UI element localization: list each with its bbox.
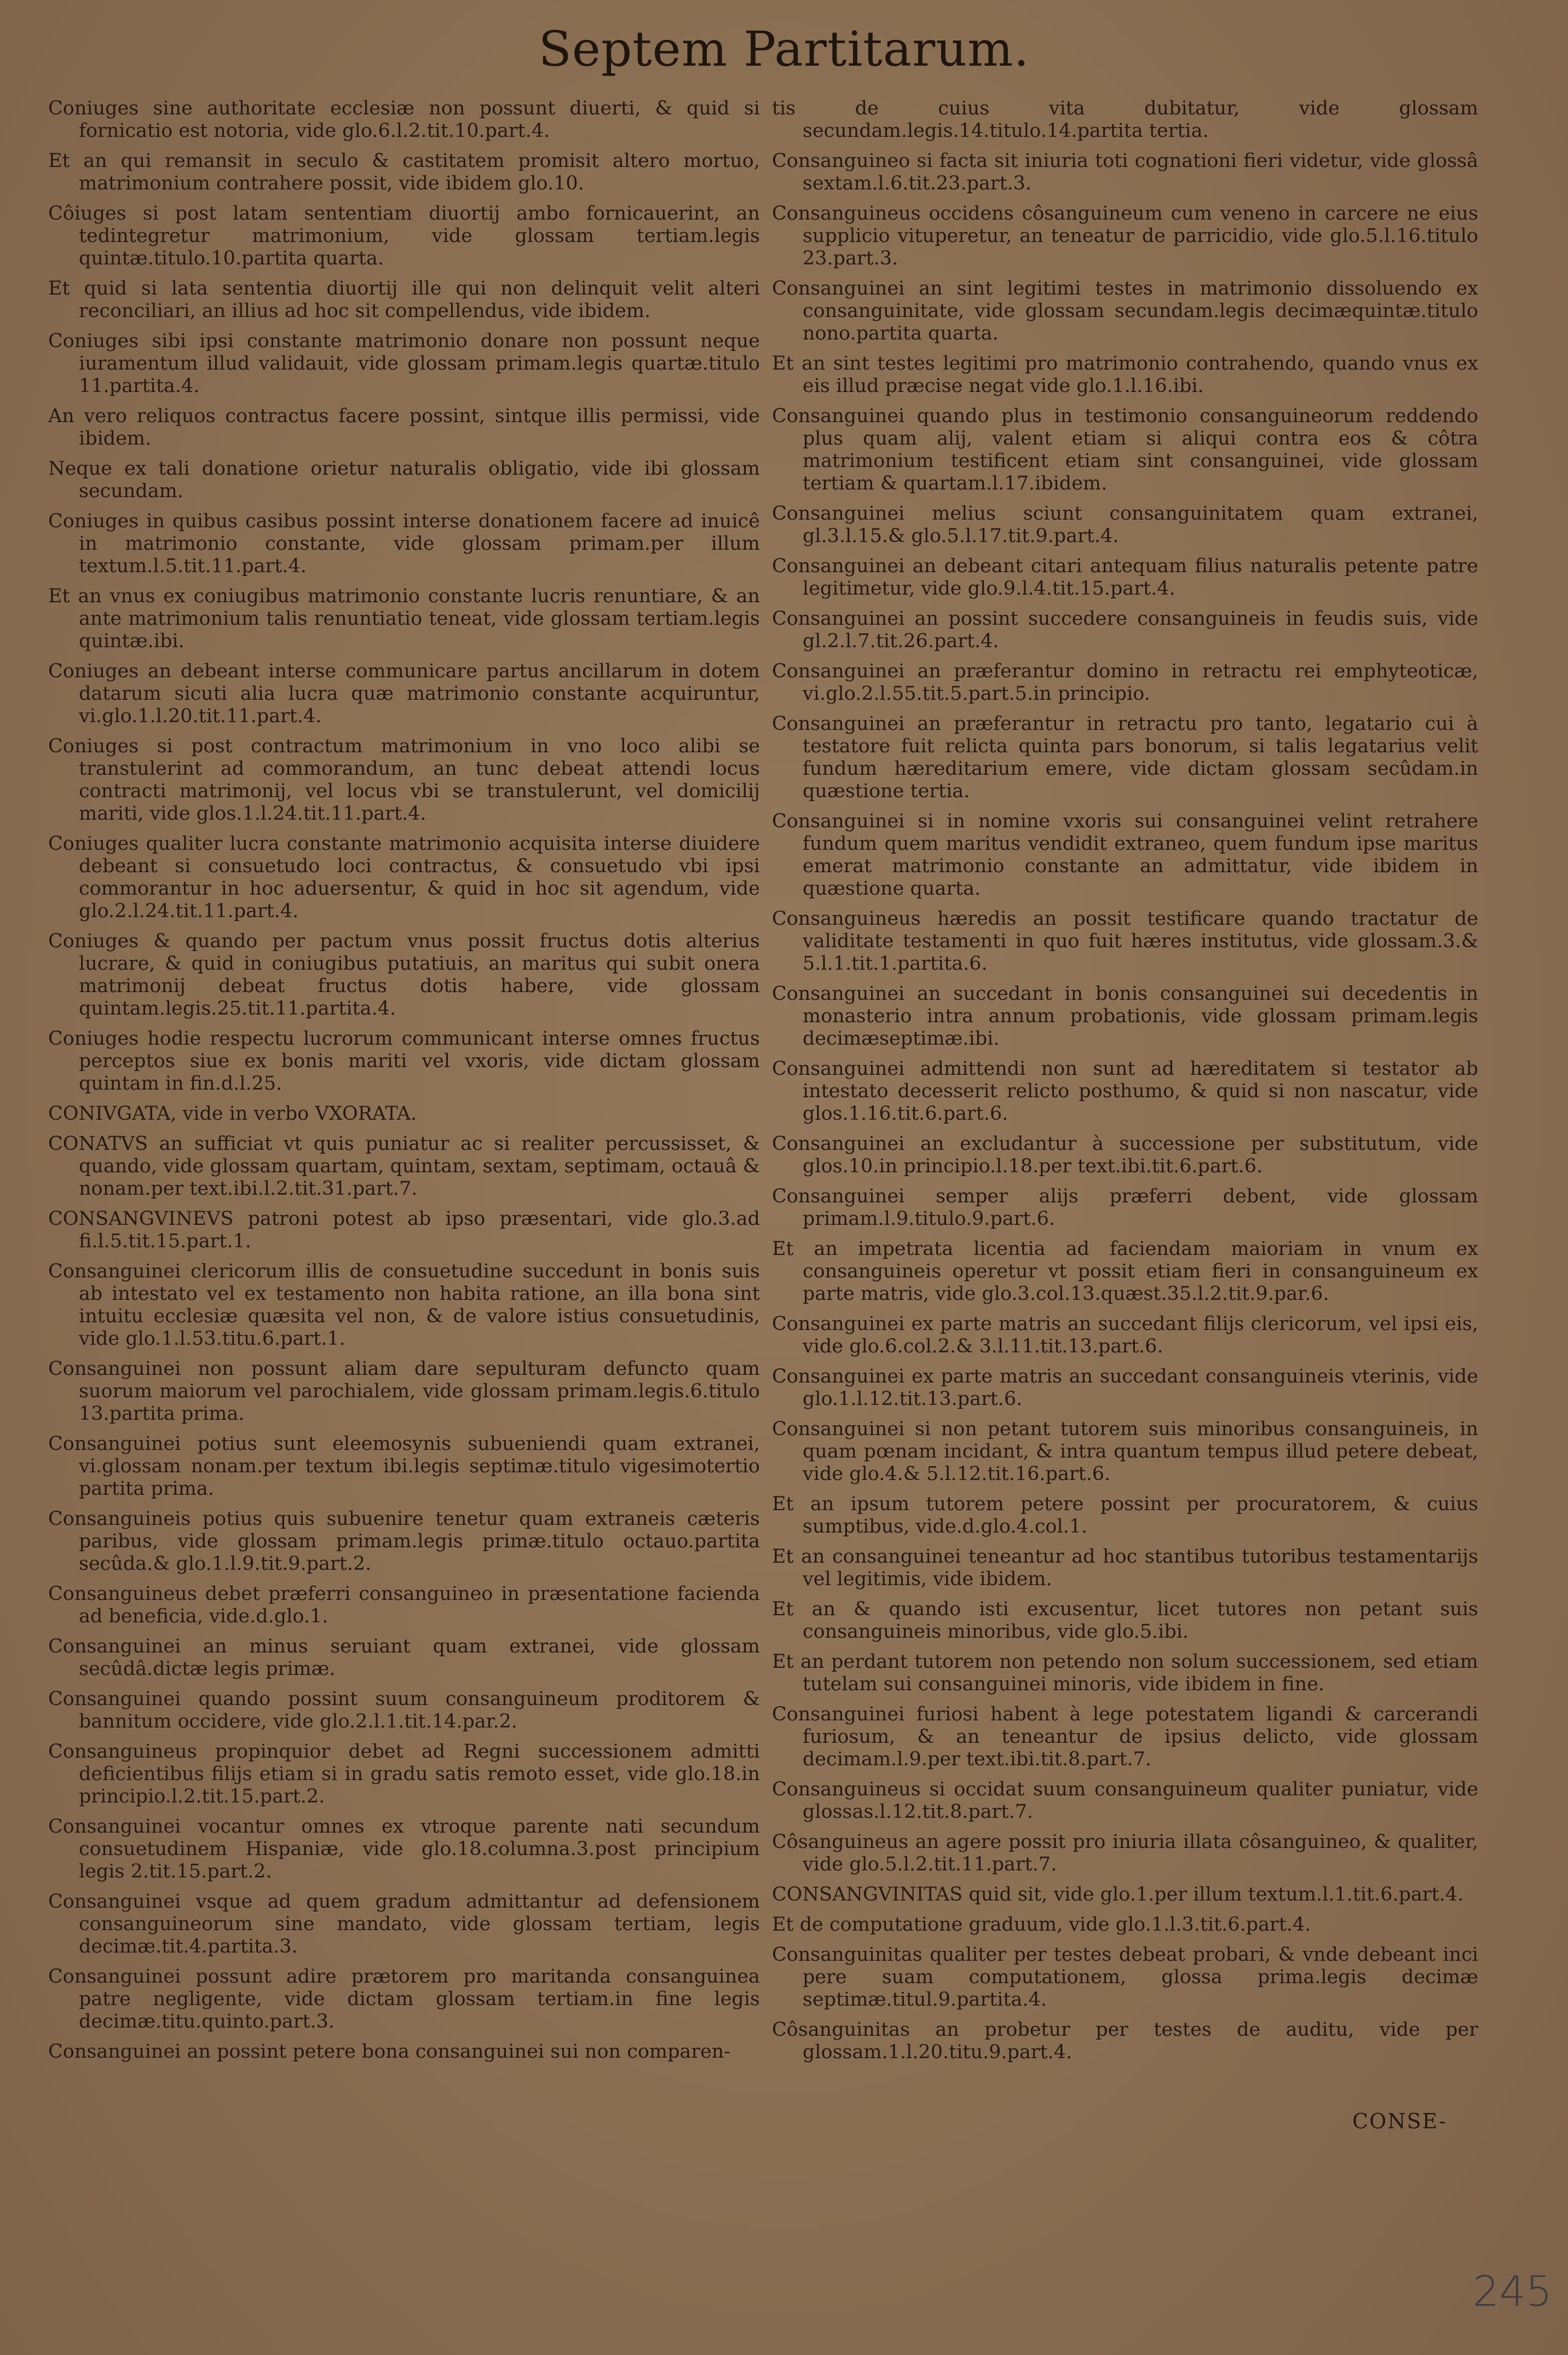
index-entry: Coniuges qualiter lucra constante matrimonio acquisita interse diuidere debeant si consuetudo loci contractus, & consuetudo vbi ipsi commorantur in hoc aduersentur, & quid in hoc sit agendum, vide glo.2.l.24.tit.11.part.4. bbox=[48, 833, 760, 922]
index-entry: Neque ex tali donatione orietur naturalis obligatio, vide ibi glossam secundam. bbox=[48, 458, 760, 502]
index-entry: Consanguinei ex parte matris an succedant consanguineis vterinis, vide glo.1.l.12.tit.13.part.6. bbox=[772, 1366, 1478, 1410]
index-entry: Consanguinitas qualiter per testes debeat probari, & vnde debeant inci pere suam computationem, glossa prima.legis decimæ septimæ.titul.9.partita.4. bbox=[772, 1944, 1478, 2011]
index-entry: Et an sint testes legitimi pro matrimonio contrahendo, quando vnus ex eis illud præcise negat vide glo.1.l.16.ibi. bbox=[772, 353, 1478, 397]
index-entry: Côsanguineus an agere possit pro iniuria illata côsanguineo, & qualiter, vide glo.5.l.2.tit.11.part.7. bbox=[772, 1831, 1478, 1875]
index-entry: CONIVGATA, vide in verbo VXORATA. bbox=[48, 1103, 417, 1125]
index-entry: Coniuges hodie respectu lucrorum communicant interse omnes fructus perceptos siue ex bonis mariti vel vxoris, vide dictam glossam quintam in fin.d.l.25. bbox=[48, 1028, 760, 1095]
index-entry: CONSANGVINITAS quid sit, vide glo.1.per illum textum.l.1.tit.6.part.4. bbox=[772, 1884, 1464, 1905]
index-entry: Consanguinei an excludantur à successione per substitutum, vide glos.10.in principio.l.18.per text.ibi.tit.6.part.6. bbox=[772, 1133, 1478, 1177]
index-entry: Et an qui remansit in seculo & castitatem promisit altero mortuo, matrimonium contrahere possit, vide ibidem glo.10. bbox=[48, 150, 760, 194]
index-entry: Consanguineis potius quis subuenire tenetur quam extraneis cæteris paribus, vide glossam primam.legis primæ.titulo octauo.partita secûda.& glo.1.l.9.tit.9.part.2. bbox=[48, 1508, 760, 1575]
index-entry: Et de computatione graduum, vide glo.1.l.3.tit.6.part.4. bbox=[772, 1914, 1311, 1936]
index-entry: Consanguinei vocantur omnes ex vtroque parente nati secundum consuetudinem Hispaniæ, vide glo.18.columna.3.post principium legis 2.tit.15.part.2. bbox=[48, 1816, 760, 1882]
index-entry: Consanguinei ex parte matris an succedant filijs clericorum, vel ipsi eis, vide glo.6.col.2.& 3.l.11.tit.13.part.6. bbox=[772, 1313, 1478, 1357]
index-entry: tis de cuius vita dubitatur, vide glossam secundam.legis.14.titulo.14.partita tertia. bbox=[772, 97, 1478, 142]
index-entry: Et an ipsum tutorem petere possint per procuratorem, & cuius sumptibus, vide.d.glo.4.col.1. bbox=[772, 1493, 1478, 1538]
index-entry: Consanguinei possunt adire prætorem pro maritanda consanguinea patre negligente, vide dictam glossam tertiam.in fine legis decimæ.titu.quinto.part.3. bbox=[48, 1966, 760, 2032]
index-entry: Consanguinei vsque ad quem gradum admittantur ad defensionem consanguineorum sine mandato, vide glossam tertiam, legis decimæ.tit.4.partita.3. bbox=[48, 1891, 760, 1957]
index-entry: CONATVS an sufficiat vt quis puniatur ac si realiter percussisset, & quando, vide glossam quartam, quintam, sextam, septimam, octauâ & nonam.per text.ibi.l.2.tit.31.part.7. bbox=[48, 1133, 760, 1200]
index-entry: Consanguineus debet præferri consanguineo in præsentatione facienda ad beneficia, vide.d.glo.1. bbox=[48, 1583, 760, 1627]
index-entry: Consanguinei quando plus in testimonio consanguineorum reddendo plus quam alij, valent etiam si aliqui contra eos & côtra matrimonium testificent etiam sint consanguinei, vide glossam tertiam & quartam.l.17.ibidem. bbox=[772, 405, 1478, 494]
index-entry: Et an impetrata licentia ad faciendam maioriam in vnum ex consanguineis operetur vt possit etiam fieri in consanguineum ex parte matris, vide glo.3.col.13.quæst.35.l.2.tit.9.par.6. bbox=[772, 1238, 1478, 1305]
left-column bbox=[48, 97, 760, 2216]
index-entry: Côiuges si post latam sententiam diuortij ambo fornicauerint, an tedintegretur matrimonium, vide glossam tertiam.legis quintæ.titulo.10.partita quarta. bbox=[48, 203, 760, 269]
index-entry: Consanguineus occidens côsanguineum cum veneno in carcere ne eius supplicio vituperetur, an teneatur de parricidio, vide glo.5.l.16.titulo 23.part.3. bbox=[772, 203, 1478, 269]
index-entry: Consanguinei melius sciunt consanguinitatem quam extranei, gl.3.l.15.& glo.5.l.17.tit.9.part.4. bbox=[772, 503, 1478, 547]
index-entry: Consanguinei si in nomine vxoris sui consanguinei velint retrahere fundum quem maritus vendidit extraneo, quem fundum ipse maritus emerat matrimonio constante an admittatur, vide ibidem in quæstione quarta. bbox=[772, 810, 1478, 900]
index-entry: Consanguinei semper alijs præferri debent, vide glossam primam.l.9.titulo.9.part.6. bbox=[772, 1185, 1478, 1230]
folio-number: 245 bbox=[1473, 2267, 1553, 2316]
index-entry: Consanguinei clericorum illis de consuetudine succedunt in bonis suis ab intestato vel ex testamento non habita ratione, an illa bona sint intuitu ecclesiæ quæsita vel non, & de valore istius consuetudinis, vide glo.1.l.53.titu.6.part.1. bbox=[48, 1260, 760, 1350]
index-entry: Consanguinei an possint succedere consanguineis in feudis suis, vide gl.2.l.7.tit.26.part.4. bbox=[772, 608, 1478, 652]
index-entry: Consanguinei si non petant tutorem suis minoribus consanguineis, in quam pœnam incidant, & intra quantum tempus illud petere debeat, vide glo.4.& 5.l.12.tit.16.part.6. bbox=[772, 1418, 1478, 1485]
index-entry: Coniuges in quibus casibus possint interse donationem facere ad inuicê in matrimonio constante, vide glossam primam.per illum textum.l.5.tit.11.part.4. bbox=[48, 510, 760, 577]
index-entry: Coniuges sine authoritate ecclesiæ non possunt diuerti, & quid si fornicatio est notoria, vide glo.6.l.2.tit.10.part.4. bbox=[48, 97, 760, 142]
index-entry: Et an vnus ex coniugibus matrimonio constante lucris renuntiare, & an ante matrimonium talis renuntiatio teneat, vide glossam tertiam.legis quintæ.ibi. bbox=[48, 585, 760, 652]
index-entry: Consanguinei admittendi non sunt ad hæreditatem si testator ab intestato decesserit relicto posthumo, & quid si non nascatur, vide glos.1.16.tit.6.part.6. bbox=[772, 1058, 1478, 1125]
index-entry: Consanguineus hæredis an possit testificare quando tractatur de validitate testamenti in quo fuit hæres institutus, vide glossam.3.& 5.l.1.tit.1.partita.6. bbox=[772, 908, 1478, 975]
index-entry: Coniuges & quando per pactum vnus possit fructus dotis alterius lucrare, & quid in coniugibus putatiuis, an maritus qui subit onera matrimonij debeat fructus dotis habere, vide glossam quintam.legis.25.tit.11.partita.4. bbox=[48, 930, 760, 1020]
index-entry: An vero reliquos contractus facere possint, sintque illis permissi, vide ibidem. bbox=[48, 405, 760, 450]
index-entry: Consanguinei an minus seruiant quam extranei, vide glossam secûdâ.dictæ legis primæ. bbox=[48, 1636, 760, 1680]
index-entry: Consanguinei an possint petere bona consanguinei sui non comparen- bbox=[48, 2041, 731, 2063]
index-entry: CONSANGVINEVS patroni potest ab ipso præsentari, vide glo.3.ad fi.l.5.tit.15.part.1. bbox=[48, 1208, 760, 1252]
index-entry: Consanguinei an præferantur domino in retractu rei emphyteoticæ, vi.glo.2.l.55.tit.5.part.5.in principio. bbox=[772, 660, 1478, 705]
running-head: Septem Partitarum. bbox=[538, 21, 1030, 77]
index-entry: Consanguinei non possunt aliam dare sepulturam defuncto quam suorum maiorum vel parochialem, vide glossam primam.legis.6.titulo 13.partita prima. bbox=[48, 1358, 760, 1425]
index-entry: Et an & quando isti excusentur, licet tutores non petant suis consanguineis minoribus, vide glo.5.ibi. bbox=[772, 1598, 1478, 1643]
catchword: CONSE- bbox=[1352, 2109, 1447, 2133]
index-entry: Consanguinei an succedant in bonis consanguinei sui decedentis in monasterio intra annum probationis, vide glossam primam.legis decimæseptimæ.ibi. bbox=[772, 983, 1478, 1050]
index-entry: Consanguinei potius sunt eleemosynis subueniendi quam extranei, vi.glossam nonam.per textum ibi.legis septimæ.titulo vigesimotertio partita prima. bbox=[48, 1433, 760, 1500]
index-entry: Consanguinei an debeant citari antequam filius naturalis petente patre legitimetur, vide glo.9.l.4.tit.15.part.4. bbox=[772, 555, 1478, 600]
index-entry: Consanguinei an præferantur in retractu pro tanto, legatario cui à testatore fuit relicta quinta pars bonorum, si talis legatarius velit fundum hæreditarium emere, vide dictam glossam secûdam.in quæstione tertia. bbox=[772, 713, 1478, 802]
index-entry: Consanguinei an sint legitimi testes in matrimonio dissoluendo ex consanguinitate, vide glossam secundam.legis decimæquintæ.titulo nono.partita quarta. bbox=[772, 278, 1478, 344]
index-entry: Consanguineus si occidat suum consanguineum qualiter puniatur, vide glossas.l.12.tit.8.part.7. bbox=[772, 1778, 1478, 1823]
index-entry: Et an perdant tutorem non petendo non solum successionem, sed etiam tutelam sui consanguinei minoris, vide ibidem in fine. bbox=[772, 1651, 1478, 1695]
index-entry: Consanguineo si facta sit iniuria toti cognationi fieri videtur, vide glossâ sextam.l.6.tit.23.part.3. bbox=[772, 150, 1478, 194]
index-entry: Coniuges si post contractum matrimonium in vno loco alibi se transtulerint ad commorandum, an tunc debeat attendi locus contracti matrimonij, vel locus vbi se transtulerunt, vel domicilij mariti, vide glos.1.l.24.tit.11.part.4. bbox=[48, 735, 760, 825]
index-entry: Coniuges an debeant interse communicare partus ancillarum in dotem datarum sicuti alia lucra quæ matrimonio constante acquiruntur, vi.glo.1.l.20.tit.11.part.4. bbox=[48, 660, 760, 727]
right-column bbox=[772, 97, 1478, 2216]
index-entry: Consanguineus propinquior debet ad Regni successionem admitti deficientibus filijs etiam si in gradu satis remoto esset, vide glo.18.in principio.l.2.tit.15.part.2. bbox=[48, 1741, 760, 1807]
index-entry: Côsanguinitas an probetur per testes de auditu, vide per glossam.1.l.20.titu.9.part.4. bbox=[772, 2019, 1478, 2063]
index-entry: Consanguinei furiosi habent à lege potestatem ligandi & carcerandi furiosum, & an teneantur de ipsius delicto, vide glossam decimam.l.9.per text.ibi.tit.8.part.7. bbox=[772, 1703, 1478, 1770]
index-entry: Coniuges sibi ipsi constante matrimonio donare non possunt neque iuramentum illud validauit, vide glossam primam.legis quartæ.titulo 11.partita.4. bbox=[48, 330, 760, 397]
index-entry: Et an consanguinei teneantur ad hoc stantibus tutoribus testamentarijs vel legitimis, vide ibidem. bbox=[772, 1546, 1478, 1590]
index-entry: Consanguinei quando possint suum consanguineum proditorem & bannitum occidere, vide glo.2.l.1.tit.14.par.2. bbox=[48, 1688, 760, 1732]
index-entry: Et quid si lata sententia diuortij ille qui non delinquit velit alteri reconciliari, an illius ad hoc sit compellendus, vide ibidem. bbox=[48, 278, 760, 322]
